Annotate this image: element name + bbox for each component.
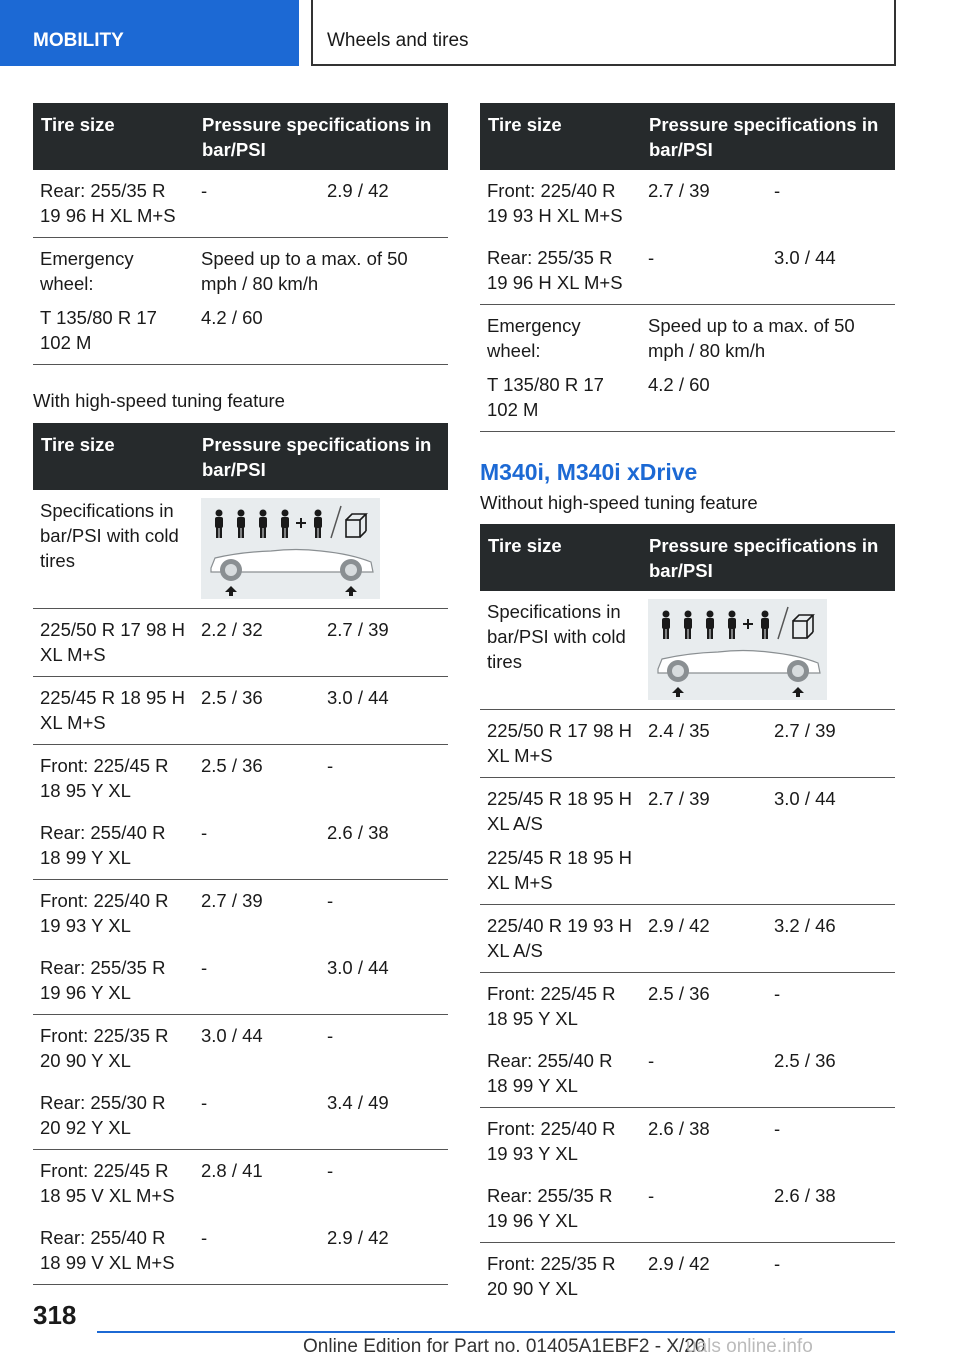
table-row <box>33 745 448 813</box>
vehicle-load-icon <box>648 599 827 700</box>
table-row <box>33 1217 448 1285</box>
car-silhouette-icon <box>211 550 373 582</box>
speed-note: Speed up to a max. of 50 mph / 80 km/h <box>648 315 855 361</box>
pressure-cell: 2.8 / 41 <box>201 1160 263 1181</box>
luggage-icon <box>346 514 366 537</box>
luggage-icon <box>793 615 813 638</box>
col-header-tire-size: Tire size <box>480 524 641 591</box>
col-header-tire-size: Tire size <box>33 423 194 490</box>
tire-size-cell: 225/45 R 18 95 H XL A/S <box>487 788 633 834</box>
pressure-cell: - <box>194 1082 320 1150</box>
tire-size-cell: Rear: 255/35 R 19 96 Y XL <box>480 1175 641 1243</box>
cold-tires-label: Specifications in bar/PSI with cold tires <box>480 591 641 710</box>
pressure-cell: 2.6 / 38 <box>648 1118 710 1139</box>
table-row <box>480 710 895 778</box>
load-pictogram-cell <box>194 490 448 609</box>
vehicle-load-icon <box>201 498 380 599</box>
table-row <box>480 905 895 973</box>
table-row <box>33 947 448 1015</box>
col-header-pressure: Pressure specifications in bar/PSI <box>641 103 895 170</box>
table-row <box>33 880 448 948</box>
pressure-cell: - <box>774 1118 781 1139</box>
pressure-cell: 2.5 / 36 <box>648 983 710 1004</box>
tire-size-cell: Rear: 255/40 R 18 99 Y XL <box>33 812 194 880</box>
load-pictogram <box>648 599 827 700</box>
pressure-cell: 2.6 / 38 <box>767 1175 895 1243</box>
table-row <box>480 1175 895 1243</box>
footer-divider <box>97 1331 895 1333</box>
tire-size-cell: T 135/80 R 17 102 M <box>480 372 641 432</box>
right-column <box>480 103 895 1310</box>
person-icon <box>662 611 670 640</box>
tire-pressure-table <box>33 423 448 1285</box>
col-header-pressure: Pressure specifications in bar/PSI <box>194 423 448 490</box>
table-row <box>480 1040 895 1108</box>
arrow-up-icon <box>672 687 684 697</box>
table-caption: Without high-speed tuning feature <box>480 492 758 513</box>
tire-pressure-table <box>480 524 895 1310</box>
table-row <box>480 973 895 1041</box>
person-icon <box>706 611 714 640</box>
col-header-pressure: Pressure specifications in bar/PSI <box>641 524 895 591</box>
pressure-cell: - <box>327 1025 334 1046</box>
pressure-cell: - <box>774 1253 781 1274</box>
tire-size-cell: Rear: 255/35 R 19 96 H XL M+S <box>480 237 641 305</box>
pressure-cell: 2.9 / 42 <box>320 170 448 238</box>
tire-pressure-table <box>480 103 895 432</box>
pressure-cell: 4.2 / 60 <box>641 372 895 432</box>
tire-size-cell: T 135/80 R 17 102 M <box>33 305 194 365</box>
pressure-cell: - <box>194 947 320 1015</box>
table-row <box>480 845 895 905</box>
tire-size-cell: 225/50 R 17 98 H XL M+S <box>33 609 194 677</box>
table-row <box>33 305 448 365</box>
table-row <box>480 1243 895 1311</box>
section-title: M340i, M340i xDrive <box>480 459 698 485</box>
pressure-cell: 2.5 / 36 <box>767 1040 895 1108</box>
footer-edition-text: Online Edition for Part no. 01405A1EBF2 - X/20 <box>303 1336 706 1357</box>
table-row <box>33 490 448 609</box>
person-icon <box>761 611 769 640</box>
arrow-up-icon <box>345 586 357 596</box>
pressure-cell: - <box>194 812 320 880</box>
col-header-pressure: Pressure specifications in bar/PSI <box>194 103 448 170</box>
pressure-cell: 2.7 / 39 <box>648 180 710 201</box>
pressure-cell: 2.6 / 38 <box>320 812 448 880</box>
left-column <box>33 103 448 1285</box>
arrow-up-icon <box>792 687 804 697</box>
page-header <box>0 0 960 66</box>
pressure-cell: - <box>641 1040 767 1108</box>
pressure-cell: 2.9 / 42 <box>648 1253 710 1274</box>
table-row <box>480 237 895 305</box>
tire-size-cell: 225/45 R 18 95 H XL M+S <box>480 845 641 905</box>
speed-note: Speed up to a max. of 50 mph / 80 km/h <box>201 248 408 294</box>
section-tab: MOBILITY <box>0 0 299 66</box>
pressure-cell: 3.0 / 44 <box>767 237 895 305</box>
tire-size-cell: Rear: 255/40 R 18 99 V XL M+S <box>33 1217 194 1285</box>
tire-pressure-table <box>33 103 448 365</box>
table-row <box>480 591 895 710</box>
pressure-cell: - <box>327 890 334 911</box>
page-number: 318 <box>33 1300 77 1330</box>
table-row <box>480 170 895 237</box>
person-icon <box>281 510 289 539</box>
person-icon <box>314 510 322 539</box>
pressure-cell: 4.2 / 60 <box>194 305 448 365</box>
pressure-cell: 2.7 / 39 <box>767 710 895 778</box>
tire-size-cell: Front: 225/40 R 19 93 Y XL <box>487 1118 616 1164</box>
tire-size-cell: Rear: 255/35 R 19 96 Y XL <box>33 947 194 1015</box>
cold-tires-label: Specifications in bar/PSI with cold tires <box>33 490 194 609</box>
pressure-cell: 3.0 / 44 <box>320 947 448 1015</box>
pressure-cell: 2.2 / 32 <box>194 609 320 677</box>
pressure-cell: 3.2 / 46 <box>767 905 895 973</box>
pressure-cell: 2.7 / 39 <box>320 609 448 677</box>
arrow-up-icon <box>225 586 237 596</box>
table-row <box>33 812 448 880</box>
pressure-cell: - <box>194 170 320 238</box>
pressure-cell <box>767 845 895 905</box>
tire-size-cell: Front: 225/45 R 18 95 Y XL <box>487 983 616 1029</box>
pressure-cell: 2.7 / 39 <box>201 890 263 911</box>
watermark: uals online.info <box>686 1336 813 1357</box>
table-row <box>480 372 895 432</box>
tire-size-cell: Rear: 255/30 R 20 92 Y XL <box>33 1082 194 1150</box>
table-row <box>33 1150 448 1218</box>
table-row <box>480 1108 895 1176</box>
pressure-cell: - <box>327 755 334 776</box>
pressure-cell: - <box>641 1175 767 1243</box>
pressure-cell: - <box>327 1160 334 1181</box>
tire-size-cell: Emergency wheel: <box>487 315 581 361</box>
tire-size-cell: 225/45 R 18 95 H XL M+S <box>33 677 194 745</box>
pressure-cell: 3.0 / 44 <box>774 788 836 809</box>
person-icon <box>259 510 267 539</box>
tire-size-cell: Rear: 255/40 R 18 99 Y XL <box>480 1040 641 1108</box>
table-row <box>480 778 895 846</box>
pressure-cell <box>641 845 767 905</box>
tire-size-cell: Front: 225/45 R 18 95 V XL M+S <box>40 1160 175 1206</box>
pressure-cell: - <box>194 1217 320 1285</box>
car-silhouette-icon <box>658 651 820 683</box>
person-icon <box>684 611 692 640</box>
pressure-cell: - <box>774 983 781 1004</box>
person-icon <box>728 611 736 640</box>
load-pictogram-cell <box>641 591 895 710</box>
pressure-cell: - <box>641 237 767 305</box>
table-row <box>33 609 448 677</box>
tire-size-cell: Front: 225/35 R 20 90 Y XL <box>40 1025 169 1071</box>
load-pictogram <box>201 498 380 599</box>
tire-size-cell: Rear: 255/35 R 19 96 H XL M+S <box>33 170 194 238</box>
tire-size-cell: Front: 225/40 R 19 93 Y XL <box>40 890 169 936</box>
table-row <box>33 170 448 238</box>
pressure-cell: 3.0 / 44 <box>320 677 448 745</box>
tire-size-cell: Front: 225/35 R 20 90 Y XL <box>487 1253 616 1299</box>
chapter-title: Wheels and tires <box>311 0 896 66</box>
tire-size-cell: 225/50 R 17 98 H XL M+S <box>480 710 641 778</box>
pressure-cell: 3.0 / 44 <box>201 1025 263 1046</box>
tire-size-cell: Emergency wheel: <box>40 248 134 294</box>
pressure-cell: 2.5 / 36 <box>201 755 263 776</box>
person-icon <box>237 510 245 539</box>
table-caption: With high-speed tuning feature <box>33 390 285 411</box>
pressure-cell: 2.4 / 35 <box>641 710 767 778</box>
tire-size-cell: 225/40 R 19 93 H XL A/S <box>480 905 641 973</box>
pressure-cell: 3.4 / 49 <box>320 1082 448 1150</box>
tire-size-cell: Front: 225/40 R 19 93 H XL M+S <box>487 180 623 226</box>
pressure-cell: 2.7 / 39 <box>648 788 710 809</box>
pressure-cell: - <box>774 180 781 201</box>
table-row <box>33 238 448 306</box>
pressure-cell: 2.9 / 42 <box>320 1217 448 1285</box>
tire-size-cell: Front: 225/45 R 18 95 Y XL <box>40 755 169 801</box>
person-icon <box>215 510 223 539</box>
table-row <box>33 1082 448 1150</box>
table-row <box>33 1015 448 1083</box>
table-row <box>33 677 448 745</box>
pressure-cell: 2.5 / 36 <box>194 677 320 745</box>
table-row <box>480 305 895 373</box>
col-header-tire-size: Tire size <box>33 103 194 170</box>
col-header-tire-size: Tire size <box>480 103 641 170</box>
pressure-cell: 2.9 / 42 <box>641 905 767 973</box>
